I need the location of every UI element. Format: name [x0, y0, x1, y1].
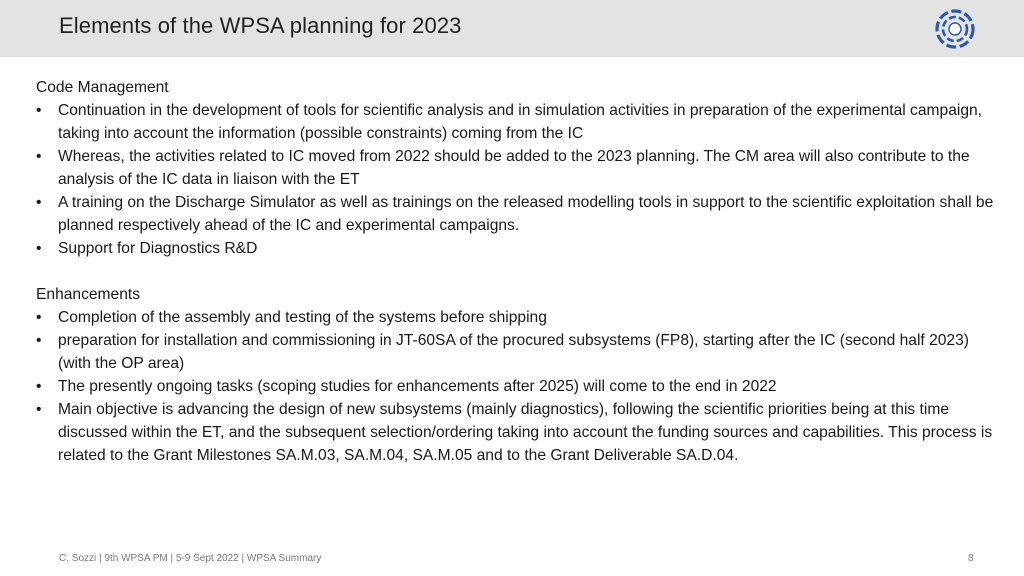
section-heading-code-management: Code Management [36, 79, 169, 96]
list-item: • Support for Diagnostics R&D [36, 237, 996, 260]
bullet-icon: • [36, 378, 42, 395]
section-heading-enhancements: Enhancements [36, 286, 141, 303]
bullet-icon: • [36, 332, 42, 349]
bullet-icon: • [36, 194, 42, 211]
footer-text: C. Sozzi | 9th WPSA PM | 5-9 Sept 2022 | WPSA Summary [59, 553, 322, 564]
bullet-icon: • [36, 102, 42, 119]
slide-body [36, 76, 996, 467]
list-item: • Continuation in the development of tools for scientific analysis and in simulation activities in preparation of the experimental campaign, taking into account the information (possible constraints) coming from the IC [36, 99, 996, 145]
bullet-list-code-management [36, 99, 996, 260]
list-item: • Whereas, the activities related to IC moved from 2022 should be added to the 2023 planning. The CM area will also contribute to the analysis of the IC data in liaison with the ET [36, 145, 996, 191]
list-item: • preparation for installation and commissioning in JT-60SA of the procured subsystems (FP8), starting after the IC (second half 2023) (with the OP area) [36, 329, 996, 375]
slide-header [0, 0, 1024, 57]
bullet-icon: • [36, 240, 42, 257]
bullet-list-enhancements [36, 306, 996, 467]
bullet-icon: • [36, 401, 42, 418]
bullet-icon: • [36, 148, 42, 165]
section-spacer [36, 260, 996, 283]
list-item: • Completion of the assembly and testing of the systems before shipping [36, 306, 996, 329]
page-number: 8 [968, 553, 974, 564]
slide-title: Elements of the WPSA planning for 2023 [59, 13, 462, 38]
list-item: • Main objective is advancing the design of new subsystems (mainly diagnostics), following the scientific priorities being at this time discussed within the ET, and the subsequent selection/ordering taking into account the funding sources and capabilities. This process is related to the Grant Milestones SA.M.03, SA.M.04, SA.M.05 and to the Grant Deliverable SA.D.04. [36, 398, 996, 467]
torus-logo-icon [934, 8, 976, 50]
bullet-icon: • [36, 309, 42, 326]
list-item: • A training on the Discharge Simulator as well as trainings on the released modelling tools in support to the scientific exploitation shall be planned respectively ahead of the IC and experimental campaigns. [36, 191, 996, 237]
list-item: • The presently ongoing tasks (scoping studies for enhancements after 2025) will come to the end in 2022 [36, 375, 996, 398]
